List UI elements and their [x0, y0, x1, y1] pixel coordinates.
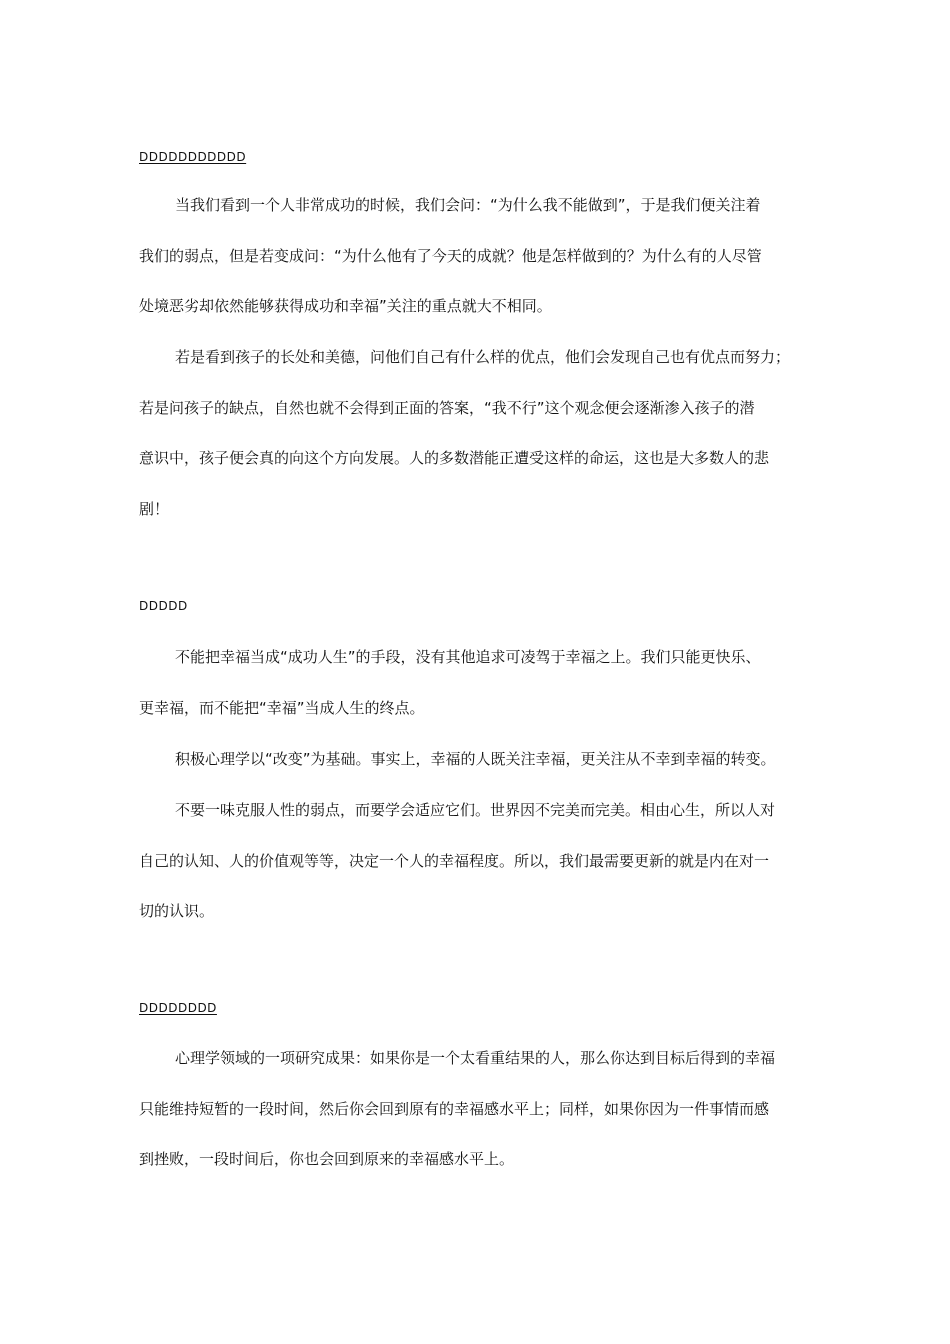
paragraph: [139, 332, 829, 534]
paragraph: [139, 1033, 829, 1185]
paragraph: [139, 785, 829, 937]
paragraph: [139, 734, 829, 785]
text-line: 不能把幸福当成“成功人生”的手段，没有其他追求可凌驾于幸福之上。我们只能更快乐、: [175, 648, 761, 666]
text-line: 意识中，孩子便会真的向这个方向发展。人的多数潜能正遭受这样的命运，这也是大多数人的悲: [139, 449, 770, 467]
text-line: 不要一味克服人性的弱点，而要学会适应它们。世界因不完美而完美。相由心生，所以人对: [175, 801, 776, 819]
text-line: 当我们看到一个人非常成功的时候，我们会问：“为什么我不能做到”，于是我们便关注着: [175, 196, 761, 214]
text-line: 到挫败，一段时间后，你也会回到原来的幸福感水平上。: [139, 1150, 515, 1168]
section-heading: DDDDDDDDDDD: [139, 150, 247, 164]
text-line: 自己的认知、人的价值观等等，决定一个人的幸福程度。所以，我们最需要更新的就是内在对一: [139, 851, 770, 870]
text-line: 处境恶劣却依然能够获得成功和幸福”关注的重点就大不相同。: [139, 297, 552, 315]
section-heading: DDDDDDDD: [139, 1001, 217, 1015]
section-heading: DDDDD: [139, 599, 188, 613]
text-line: 心理学领域的一项研究成果：如果你是一个太看重结果的人，那么你达到目标后得到的幸福: [175, 1049, 776, 1067]
paragraph: [139, 632, 829, 733]
text-line: 只能维持短暂的一段时间，然后你会回到原有的幸福感水平上；同样，如果你因为一件事情而感: [139, 1099, 770, 1118]
text-line: 切的认识。: [139, 902, 215, 920]
text-line: 若是看到孩子的长处和美德，问他们自己有什么样的优点，他们会发现自己也有优点而努力；: [175, 348, 791, 366]
text-line: 更幸福，而不能把“幸福”当成人生的终点。: [139, 698, 425, 717]
text-line: 积极心理学以“改变”为基础。事实上，幸福的人既关注幸福，更关注从不幸到幸福的转变。: [175, 750, 776, 768]
text-line: 剧！: [139, 499, 170, 518]
text-line: 我们的弱点，但是若变成问：“为什么他有了今天的成就？他是怎样做到的？为什么有的人尽管: [139, 246, 762, 265]
paragraph: [139, 180, 829, 332]
text-line: 若是问孩子的缺点，自然也就不会得到正面的答案，“我不行”这个观念便会逐渐渗入孩子的潜: [139, 398, 755, 417]
